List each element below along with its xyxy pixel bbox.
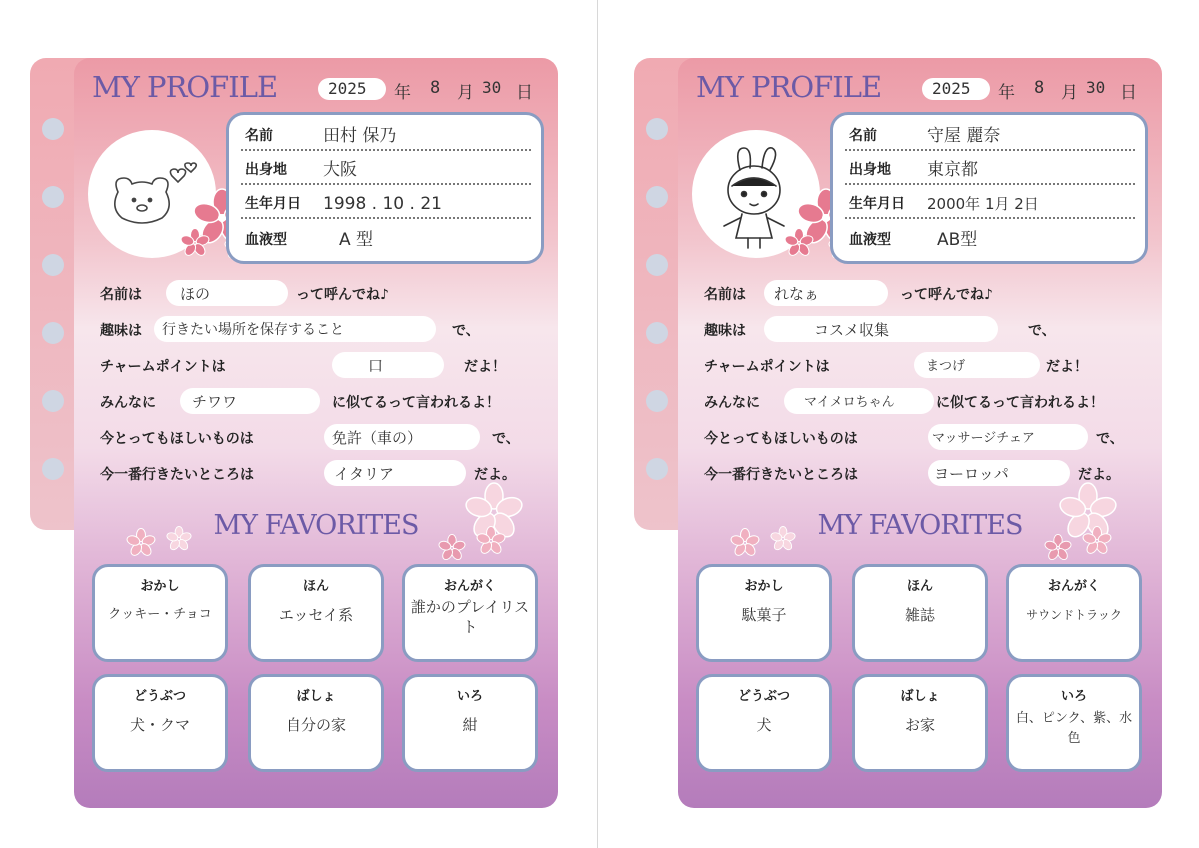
favorite-card-book [852, 564, 988, 662]
date-day-unit: 日 [516, 83, 533, 103]
favorite-value: エッセイ系 [278, 606, 354, 624]
date-day: 30 [1086, 78, 1106, 97]
answer-text: まつげ [926, 359, 966, 374]
favorite-label: ばしょ [900, 689, 940, 704]
birthplace-label: 出身地 [849, 162, 891, 178]
favorite-card-book [248, 564, 384, 662]
blood-value: AB型 [937, 230, 978, 250]
answer-text: コスメ収集 [814, 321, 890, 339]
name-row [845, 121, 1135, 151]
binder-hole [646, 254, 668, 276]
profile-card [678, 58, 1162, 808]
date-year: 2025 [328, 79, 367, 98]
answer-text: マッサージチェア [932, 431, 1035, 446]
answer-text: マイメロちゃん [804, 395, 895, 410]
question-suffix: だよ。 [474, 467, 516, 483]
name-label: 名前 [849, 128, 877, 144]
favorite-label: ほん [906, 579, 933, 594]
favorite-card-place [248, 674, 384, 772]
date-month: 8 [430, 78, 441, 98]
question-suffix: に似てるって言われるよ！ [936, 395, 1104, 411]
favorite-card-music [1006, 564, 1142, 662]
question-prefix: チャームポイントは [100, 359, 226, 375]
birthplace-value: 東京都 [927, 160, 978, 180]
favorite-card-snack [92, 564, 228, 662]
blood-label: 血液型 [245, 232, 287, 248]
blood-row [845, 223, 1135, 253]
birthday-value: 2000年 1月 2日 [927, 195, 1039, 213]
birthplace-row [845, 155, 1135, 185]
question-row [704, 352, 1148, 378]
favorite-card-color [402, 674, 538, 772]
question-row [100, 316, 544, 342]
birthplace-label: 出身地 [245, 162, 287, 178]
answer-text: ほの [180, 285, 211, 303]
answer-text: イタリア [334, 465, 395, 483]
favorite-value: 犬 [756, 716, 772, 734]
birthday-label: 生年月日 [849, 196, 905, 212]
birthday-row [845, 189, 1135, 219]
question-prefix: チャームポイントは [704, 359, 830, 375]
question-row [704, 388, 1148, 414]
name-label: 名前 [245, 128, 273, 144]
birthday-value: 1998 . 10 . 21 [323, 194, 442, 214]
info-box [830, 112, 1148, 264]
question-prefix: 今とってもほしいものは [704, 431, 858, 447]
favorite-label: おんがく [443, 579, 496, 594]
birthplace-value: 大阪 [323, 160, 357, 180]
favorite-value: 犬・クマ [129, 716, 190, 734]
favorite-card-place [852, 674, 988, 772]
date-month-unit: 月 [1061, 83, 1078, 103]
profile-sheet-2 [634, 58, 1162, 808]
question-row [100, 424, 544, 450]
question-prefix: 趣味は [100, 323, 142, 339]
profile-title: MY PROFILE [92, 70, 278, 104]
favorite-card-music [402, 564, 538, 662]
favorite-card-animal [696, 674, 832, 772]
favorite-label: いろ [456, 689, 483, 704]
profile-title: MY PROFILE [696, 70, 882, 104]
answer-text: 口 [368, 357, 384, 375]
blood-row [241, 223, 531, 253]
date-year: 2025 [932, 79, 971, 98]
favorite-label: おかし [744, 579, 784, 594]
favorite-value: 白、ピンク、紫、水色 [1015, 711, 1133, 746]
question-prefix: 今一番行きたいところは [704, 467, 858, 483]
blood-label: 血液型 [849, 232, 891, 248]
question-row [100, 388, 544, 414]
favorite-label: おかし [140, 579, 180, 594]
date-month: 8 [1034, 78, 1045, 98]
answer-pill [332, 352, 444, 378]
question-prefix: 名前は [100, 287, 142, 303]
sakura-icon [784, 228, 814, 258]
answer-text: ヨーロッパ [934, 465, 1009, 483]
question-suffix: で、 [1096, 431, 1124, 447]
favorite-label: おんがく [1047, 579, 1100, 594]
question-suffix: で、 [492, 431, 520, 447]
binder-hole [646, 322, 668, 344]
favorite-value: クッキー・チョコ [108, 607, 212, 622]
question-prefix: みんなに [100, 395, 156, 411]
binder-hole [42, 254, 64, 276]
favorite-value: 誰かのプレイリスト [410, 598, 530, 636]
favorites-title: MY FAVORITES [817, 510, 1023, 541]
favorite-value: 紺 [462, 716, 478, 734]
favorite-label: いろ [1060, 689, 1087, 704]
question-prefix: 名前は [704, 287, 746, 303]
favorite-card-color [1006, 674, 1142, 772]
favorite-label: ばしょ [296, 689, 336, 704]
question-suffix: って呼んでね♪ [296, 287, 389, 303]
favorites-title: MY FAVORITES [213, 510, 419, 541]
name-row [241, 121, 531, 151]
name-value: 田村 保乃 [323, 126, 397, 146]
favorite-label: どうぶつ [737, 689, 790, 704]
binder-hole [42, 458, 64, 480]
profile-sheet-1 [30, 58, 558, 808]
favorite-value: サウンドトラック [1026, 608, 1122, 622]
question-prefix: みんなに [704, 395, 760, 411]
binder-hole [646, 458, 668, 480]
favorite-value: 雑誌 [904, 606, 935, 624]
date-day: 30 [482, 78, 502, 97]
date-year-unit: 年 [998, 83, 1015, 103]
info-box [226, 112, 544, 264]
answer-text: 行きたい場所を保存すること [162, 322, 344, 338]
question-suffix: で、 [452, 323, 480, 339]
question-suffix: って呼んでね♪ [900, 287, 993, 303]
birthday-label: 生年月日 [245, 196, 301, 212]
binder-hole [646, 118, 668, 140]
binder-hole [646, 390, 668, 412]
question-row [704, 280, 1148, 306]
favorite-label: ほん [302, 579, 329, 594]
question-suffix: で、 [1028, 323, 1056, 339]
favorite-card-animal [92, 674, 228, 772]
favorite-label: どうぶつ [133, 689, 186, 704]
favorite-value: お家 [904, 716, 935, 734]
answer-text: チワワ [192, 393, 238, 411]
binder-hole [42, 118, 64, 140]
question-suffix: だよ。 [1078, 467, 1120, 483]
binder-hole [42, 186, 64, 208]
binder-hole [646, 186, 668, 208]
question-row [100, 280, 544, 306]
name-value: 守屋 麗奈 [927, 126, 1001, 146]
answer-text: 免許（車の） [332, 429, 423, 447]
answer-text: れなぁ [774, 285, 820, 303]
birthday-row [241, 189, 531, 219]
sakura-icon [180, 228, 210, 258]
question-row [704, 316, 1148, 342]
date-month-unit: 月 [457, 83, 474, 103]
blood-value: A 型 [339, 230, 374, 250]
favorite-card-snack [696, 564, 832, 662]
question-suffix: だよ！ [464, 359, 506, 375]
binder-hole [42, 390, 64, 412]
profile-card [74, 58, 558, 808]
question-suffix: に似てるって言われるよ！ [332, 395, 500, 411]
question-prefix: 今一番行きたいところは [100, 467, 254, 483]
favorite-value: 駄菓子 [741, 606, 787, 624]
question-suffix: だよ！ [1046, 359, 1088, 375]
date-year-unit: 年 [394, 83, 411, 103]
question-prefix: 趣味は [704, 323, 746, 339]
favorite-value: 自分の家 [285, 716, 346, 734]
question-prefix: 今とってもほしいものは [100, 431, 254, 447]
birthplace-row [241, 155, 531, 185]
date-day-unit: 日 [1120, 83, 1137, 103]
question-row [100, 352, 544, 378]
page-divider [597, 0, 598, 848]
question-row [704, 424, 1148, 450]
binder-hole [42, 322, 64, 344]
